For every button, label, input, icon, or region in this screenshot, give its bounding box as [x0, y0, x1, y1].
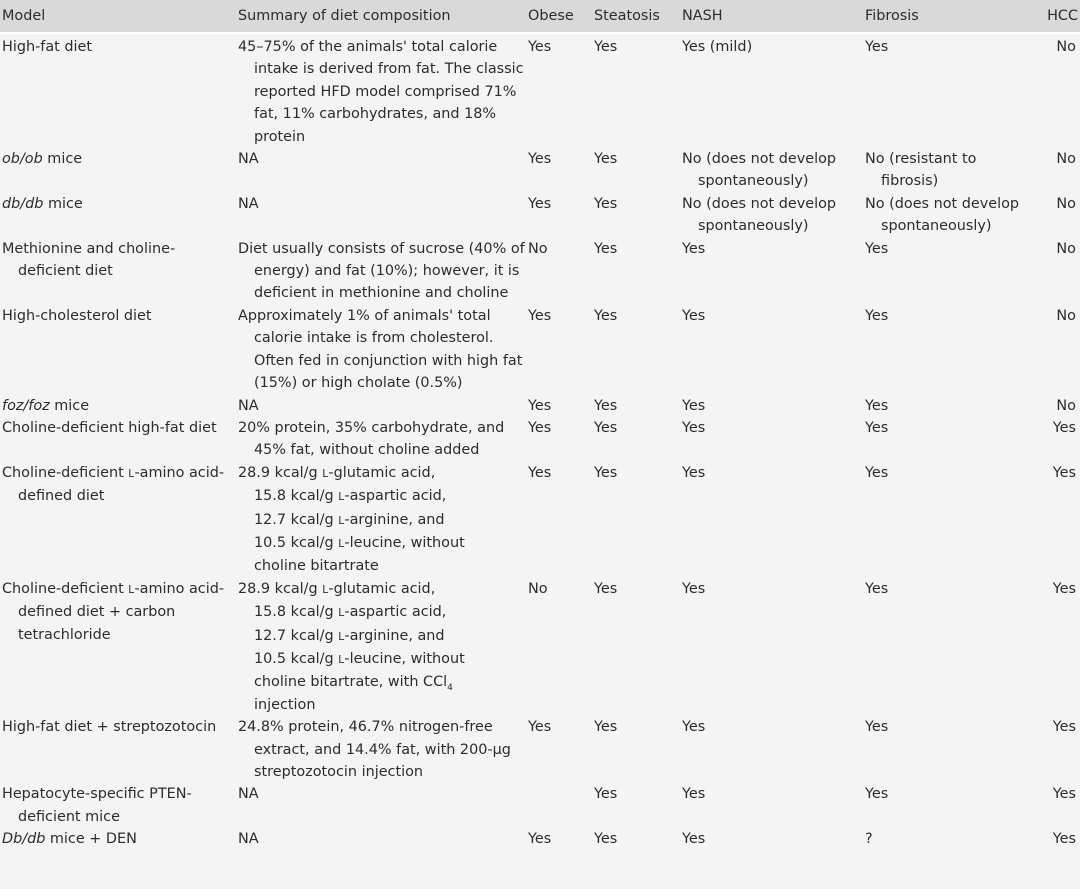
header-nash: NASH: [680, 0, 863, 33]
cell-steatosis: Yes: [594, 831, 618, 848]
cell-steatosis: Yes: [594, 786, 618, 803]
cell-nash: Yes: [682, 397, 706, 414]
cell-model: High-fat diet: [2, 39, 92, 55]
cell-model: High-cholesterol diet: [2, 307, 152, 324]
cell-fibrosis: Yes: [865, 307, 889, 324]
cell-steatosis: Yes: [594, 464, 618, 481]
cell-model: db/db mice: [2, 195, 83, 212]
cell-hcc: Yes: [1052, 831, 1076, 848]
table-row: [0, 828, 1080, 850]
cell-hcc: Yes: [1052, 786, 1076, 803]
cell-fibrosis: No (resistant to fibrosis): [865, 151, 977, 190]
cell-obese: Yes: [528, 195, 552, 212]
cell-hcc: Yes: [1052, 464, 1076, 481]
cell-obese: Yes: [528, 39, 552, 55]
table-row: [0, 395, 1080, 417]
table-body: [0, 33, 1080, 851]
cell-obese: Yes: [528, 397, 552, 414]
cell-fibrosis: No (does not develop spontaneously): [865, 195, 1020, 235]
cell-model: Choline-deficient L-amino acid-defined diet + carbon tetrachloride: [2, 580, 225, 643]
cell-summary: Approximately 1% of animals' total calorie intake is from cholesterol. Often fed in conjunction with high fat (15%) or high cholate (0.5%): [238, 307, 523, 392]
cell-nash: Yes: [682, 307, 706, 324]
cell-nash: Yes: [682, 240, 706, 257]
table-row: [0, 783, 1080, 828]
cell-hcc: No: [1056, 195, 1076, 212]
cell-nash: Yes: [682, 464, 706, 481]
table-row: [0, 578, 1080, 716]
cell-hcc: Yes: [1052, 419, 1076, 436]
cell-summary: 45–75% of the animals' total calorie intake is derived from fat. The classic reported HFD model comprised 71% fat, 11% carbohydrates, and 18% protein: [238, 39, 524, 145]
cell-obese: Yes: [528, 419, 552, 436]
cell-summary: 28.9 kcal/g L-glutamic acid, 15.8 kcal/g L-aspartic acid, 12.7 kcal/g L-arginine, and 10.5 kcal/g L-leucine, without choline bitartrate, with CCl$_4$ injection: [238, 580, 465, 713]
cell-steatosis: Yes: [594, 195, 618, 212]
cell-hcc: No: [1056, 151, 1076, 168]
cell-summary: 28.9 kcal/g L-glutamic acid, 15.8 kcal/g L-aspartic acid, 12.7 kcal/g L-arginine, and 10.5 kcal/g L-leucine, without choline bitartrate: [238, 464, 465, 575]
table-row: [0, 462, 1080, 578]
cell-obese: Yes: [528, 719, 552, 736]
cell-steatosis: Yes: [594, 580, 618, 597]
cell-model: Db/db mice + DEN: [2, 831, 137, 848]
cell-hcc: No: [1056, 39, 1076, 55]
cell-nash: No (does not develop spontaneously): [682, 151, 837, 190]
cell-nash: No (does not develop spontaneously): [682, 195, 837, 235]
cell-obese: Yes: [528, 151, 552, 168]
cell-obese: [526, 783, 592, 828]
cell-fibrosis: ?: [865, 831, 873, 848]
cell-model: High-fat diet + streptozotocin: [2, 719, 217, 736]
cell-hcc: Yes: [1052, 719, 1076, 736]
cell-fibrosis: Yes: [865, 464, 889, 481]
cell-fibrosis: Yes: [865, 719, 889, 736]
table-row: [0, 33, 1080, 148]
cell-fibrosis: Yes: [865, 39, 889, 55]
cell-steatosis: Yes: [594, 151, 618, 168]
cell-steatosis: Yes: [594, 39, 618, 55]
cell-summary: 24.8% protein, 46.7% nitrogen-free extract, and 14.4% fat, with 200-μg streptozotocin injection: [238, 719, 511, 780]
cell-steatosis: Yes: [594, 397, 618, 414]
table-row: [0, 238, 1080, 305]
cell-hcc: No: [1056, 397, 1076, 414]
cell-fibrosis: Yes: [865, 580, 889, 597]
cell-model: foz/foz mice: [2, 397, 90, 414]
cell-nash: Yes: [682, 786, 706, 803]
cell-summary: NA: [238, 831, 259, 848]
cell-obese: No: [528, 580, 548, 597]
cell-summary: NA: [238, 786, 259, 803]
header-fibrosis: Fibrosis: [863, 0, 1036, 33]
cell-model: Methionine and choline-deficient diet: [2, 240, 176, 280]
cell-hcc: No: [1056, 307, 1076, 324]
cell-obese: No: [528, 240, 548, 257]
table-row: [0, 716, 1080, 783]
cell-obese: Yes: [528, 307, 552, 324]
cell-nash: Yes: [682, 831, 706, 848]
cell-steatosis: Yes: [594, 719, 618, 736]
cell-model: Choline-deficient high-fat diet: [2, 419, 217, 436]
header-obese: Obese: [526, 0, 592, 33]
table-row: [0, 193, 1080, 238]
cell-summary: NA: [238, 195, 259, 212]
header-steatosis: Steatosis: [592, 0, 680, 33]
cell-nash: Yes: [682, 580, 706, 597]
cell-model: Choline-deficient L-amino acid-defined diet: [2, 464, 225, 505]
table-row: [0, 417, 1080, 462]
cell-summary: NA: [238, 151, 259, 168]
cell-steatosis: Yes: [594, 240, 618, 257]
cell-model: Hepatocyte-specific PTEN-deficient mice: [2, 786, 192, 825]
cell-summary: NA: [238, 397, 259, 414]
cell-model: ob/ob mice: [2, 151, 83, 168]
cell-fibrosis: Yes: [865, 240, 889, 257]
cell-nash: Yes: [682, 719, 706, 736]
cell-summary: 20% protein, 35% carbohydrate, and 45% fat, without choline added: [238, 419, 505, 459]
cell-obese: Yes: [528, 831, 552, 848]
header-hcc: HCC: [1036, 0, 1080, 33]
cell-fibrosis: Yes: [865, 419, 889, 436]
header-summary: Summary of diet composition: [236, 0, 526, 33]
cell-summary: Diet usually consists of sucrose (40% of energy) and fat (10%); however, it is deficient in methionine and choline: [238, 240, 525, 302]
table-row: [0, 305, 1080, 395]
cell-fibrosis: Yes: [865, 786, 889, 803]
cell-nash: Yes (mild): [682, 39, 753, 55]
header-model: Model: [0, 0, 236, 33]
cell-nash: Yes: [682, 419, 706, 436]
cell-steatosis: Yes: [594, 307, 618, 324]
cell-fibrosis: Yes: [865, 397, 889, 414]
cell-hcc: Yes: [1052, 580, 1076, 597]
cell-hcc: No: [1056, 240, 1076, 257]
header-row: [0, 0, 1080, 33]
cell-steatosis: Yes: [594, 419, 618, 436]
table-row: [0, 148, 1080, 193]
cell-obese: Yes: [528, 464, 552, 481]
